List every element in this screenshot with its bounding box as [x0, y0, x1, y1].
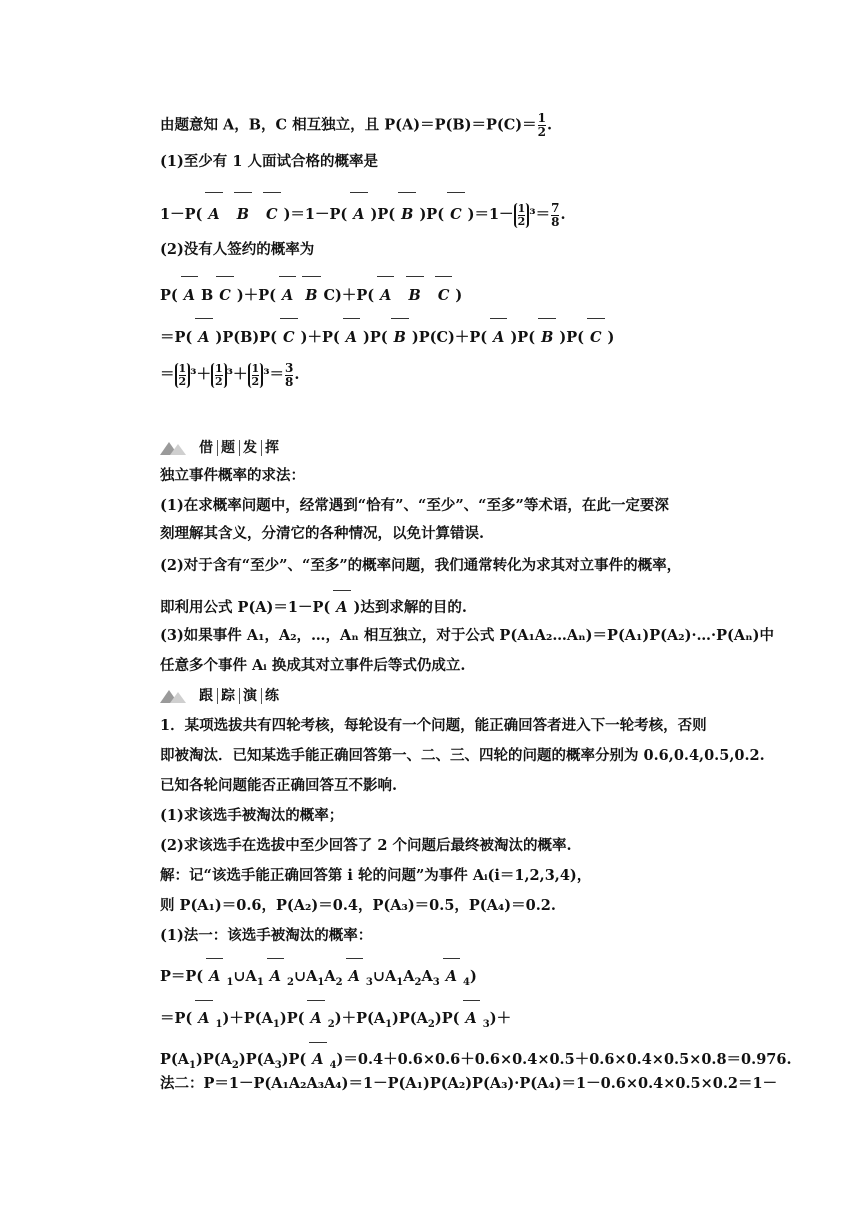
text-line-part2: (2)没有人签约的概率为: [160, 241, 315, 258]
section-header-borrow: [160, 437, 283, 457]
text-line-independence: 由题意知 A，B，C 相互独立，且 P(A)＝P(B)＝P(C)＝ $\frac{1}{2}$ .: [160, 111, 553, 139]
exercise-q1c: 已知各轮问题能否正确回答互不影响.: [160, 777, 398, 794]
text-line-part1: (1)至少有 1 人面试合格的概率是: [160, 153, 378, 170]
section-title: 借 题 发 挥: [196, 437, 283, 457]
borrow-intro: 独立事件概率的求法：: [160, 467, 305, 484]
solution-line1: 解：记“该选手能正确回答第 i 轮的问题”为事件 Aᵢ(i＝1,2,3,4)，: [160, 867, 592, 884]
solution-formula-3: $P(A_1)P(A_2)P(A_3)P$( A $_4$)＝0.4＋0.6×0.6＋0.6×0.4×0.5＋0.6×0.4×0.5×0.8＝0.976.: [160, 1042, 740, 1066]
formula-no-sign-1: P( A B C )＋P( A B C)＋P( A B C ): [160, 276, 740, 304]
borrow-point1b: 刻理解其含义，分清它的各种情况，以免计算错误.: [160, 525, 485, 542]
solution-line2: 则 P(A₁)＝0.6，P(A₂)＝0.4，P(A₃)＝0.5，P(A₄)＝0.2.: [160, 897, 556, 914]
solution-formula-1: P＝P( A $_1\cup A_1$ A $_2\cup A_1A_2$ A $_3\cup A_1A_2A_3$ A $_4$): [160, 958, 740, 984]
section-title: 跟 踪 演 练: [196, 685, 283, 705]
exercise-q1a: 1．某项选拔共有四轮考核，每轮设有一个问题，能正确回答者进入下一轮考核，否则: [160, 717, 707, 734]
borrow-point2a: (2)对于含有“至少”、“至多”的概率问题，我们通常转化为求其对立事件的概率，: [160, 557, 682, 574]
formula-no-sign-2: ＝P( A )P(B)P( C )＋P( A )P( B )P(C)＋P( A )P( B )P( C ): [160, 318, 740, 346]
exercise-q1d: (1)求该选手被淘汰的概率；: [160, 807, 344, 824]
borrow-point2b: 即利用公式 P(A)＝1－P( A )达到求解的目的.: [160, 590, 740, 614]
borrow-point3b: 任意多个事件 Aᵢ 换成其对立事件后等式仍成立.: [160, 657, 466, 674]
formula-at-least-one: 1－P( A B C )＝1－P( A )P( B )P( C )＝1－ $\frac{1}{2}$ ³＝ $\frac{7}{8}$ .: [160, 192, 740, 226]
formula-no-sign-3: ＝ $\frac{1}{2}$ ³＋ $\frac{1}{2}$ ³＋ $\frac{1}{2}$ ³＝ $\frac{3}{8}$ .: [160, 360, 300, 389]
mountain-icon: [160, 439, 188, 455]
exercise-q1e: (2)求该选手在选拔中至少回答了 2 个问题后最终被淘汰的概率.: [160, 837, 572, 854]
exercise-q1b: 即被淘汰．已知某选手能正确回答第一、二、三、四轮的问题的概率分别为 0.6,0.4,0.5,0.2.: [160, 747, 765, 764]
solution-line3: (1)法一：该选手被淘汰的概率：: [160, 927, 373, 944]
section-header-practice: [160, 685, 283, 705]
fraction-one-half: $\frac{1}{2}$: [537, 111, 546, 139]
borrow-point1a: (1)在求概率问题中，经常遇到“恰有”、“至少”、“至多”等术语，在此一定要深: [160, 497, 669, 514]
mountain-icon: [160, 687, 188, 703]
solution-method2: 法二：P＝1－P(A₁A₂A₃A₄)＝1－P(A₁)P(A₂)P(A₃)·P(A₄)＝1－0.6×0.4×0.5×0.2＝1－: [160, 1075, 778, 1092]
solution-formula-2: ＝P( A $_1)+P(A_1)P$( A $_2)+P(A_1)P(A_2)P$( A $_3$)＋: [160, 1000, 740, 1026]
borrow-point3a: (3)如果事件 A₁，A₂，…，Aₙ 相互独立，对于公式 P(A₁A₂…Aₙ)＝P(A₁)P(A₂)·…·P(Aₙ)中: [160, 627, 774, 644]
